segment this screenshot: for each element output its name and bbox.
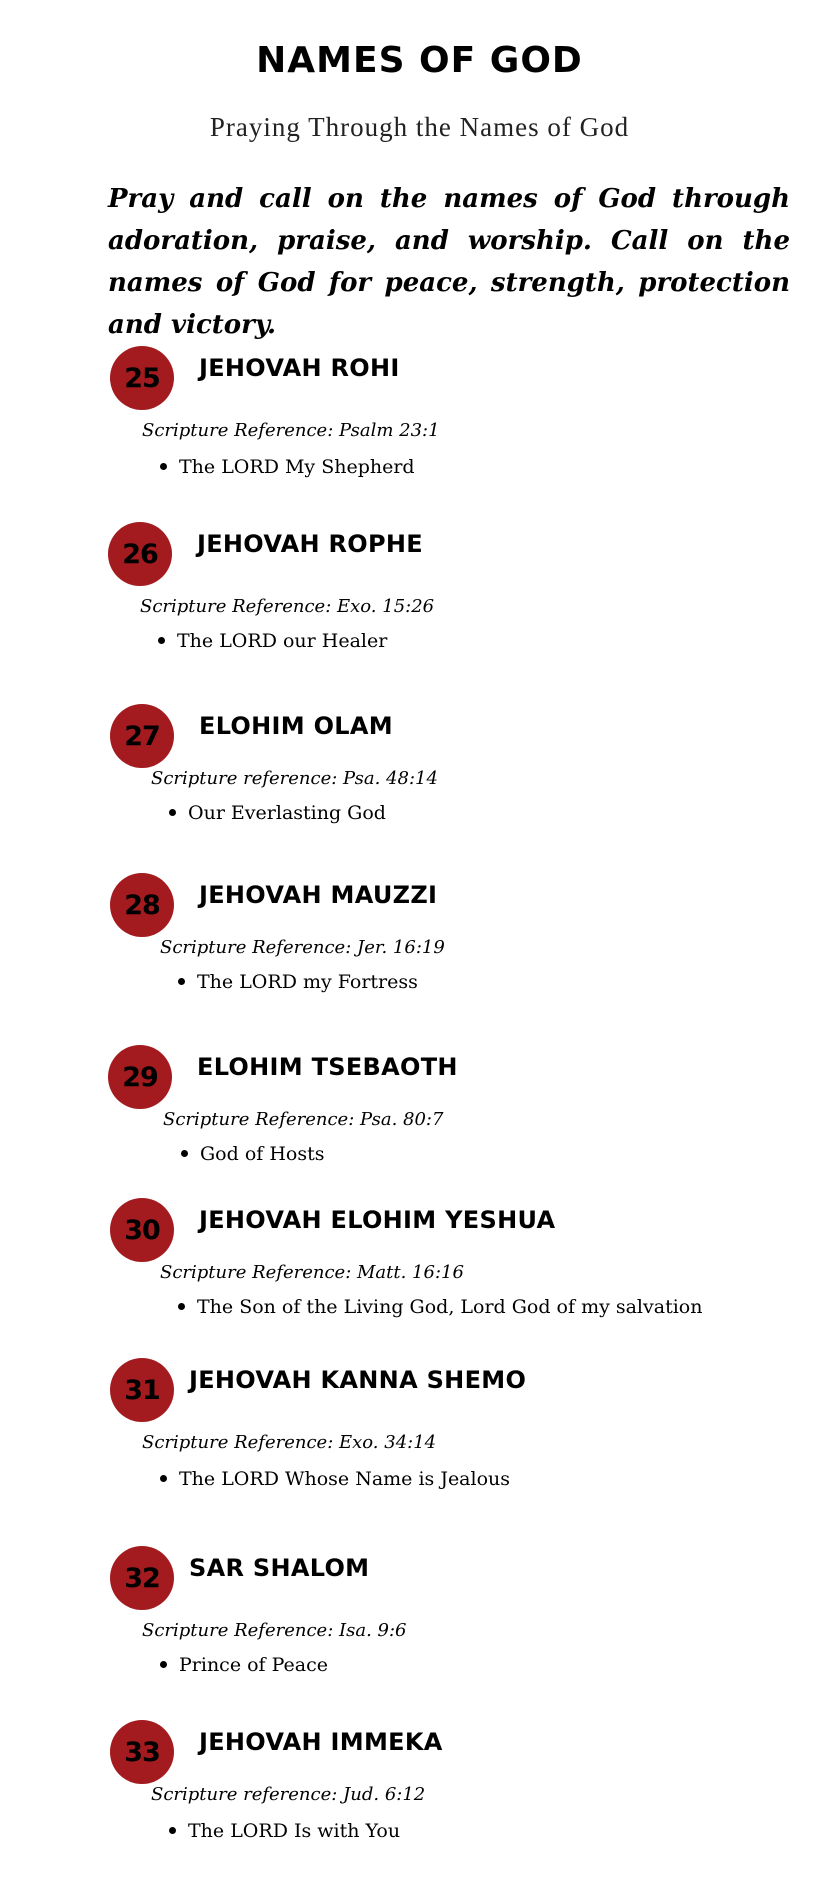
name-entry-26 xyxy=(0,522,839,672)
page-title: NAMES OF GOD xyxy=(256,40,583,81)
meaning-text: The LORD My Shepherd xyxy=(179,456,415,478)
meaning-bullet xyxy=(158,630,387,652)
scripture-reference: Scripture reference: Jud. 6:12 xyxy=(151,1784,426,1805)
scripture-reference: Scripture Reference: Isa. 9:6 xyxy=(142,1620,407,1641)
meaning-text: The LORD Whose Name is Jealous xyxy=(179,1468,511,1490)
meaning-text: God of Hosts xyxy=(200,1143,325,1165)
meaning-text: Prince of Peace xyxy=(179,1654,329,1676)
meaning-bullet xyxy=(178,971,418,993)
name-entry-27 xyxy=(0,704,839,854)
meaning-text: Our Everlasting God xyxy=(188,802,386,824)
bullet-icon xyxy=(160,1661,167,1668)
scripture-reference: Scripture Reference: Jer. 16:19 xyxy=(160,937,445,958)
number-badge: 25 xyxy=(110,346,174,410)
number-badge: 28 xyxy=(110,873,174,937)
meaning-text: The LORD my Fortress xyxy=(197,971,418,993)
meaning-bullet xyxy=(181,1143,324,1165)
name-heading: JEHOVAH ELOHIM YESHUA xyxy=(199,1206,556,1234)
name-entry-29 xyxy=(0,1045,839,1195)
bullet-icon xyxy=(158,637,165,644)
scripture-reference: Scripture Reference: Matt. 16:16 xyxy=(160,1262,464,1283)
scripture-reference: Scripture reference: Psa. 48:14 xyxy=(151,768,438,789)
page-subtitle: Praying Through the Names of God xyxy=(209,112,630,142)
number-badge: 33 xyxy=(110,1720,174,1784)
scripture-reference: Scripture Reference: Exo. 34:14 xyxy=(142,1432,437,1453)
name-heading: SAR SHALOM xyxy=(189,1554,370,1582)
name-heading: JEHOVAH ROHI xyxy=(199,354,400,382)
name-heading: JEHOVAH KANNA SHEMO xyxy=(189,1366,527,1394)
meaning-text: The LORD our Healer xyxy=(177,630,388,652)
scripture-reference: Scripture Reference: Psa. 80:7 xyxy=(163,1109,444,1130)
number-badge: 27 xyxy=(110,704,174,768)
meaning-bullet xyxy=(178,1296,702,1318)
meaning-bullet xyxy=(169,802,386,824)
name-heading: ELOHIM TSEBAOTH xyxy=(197,1053,458,1081)
meaning-bullet xyxy=(169,1820,400,1842)
meaning-bullet xyxy=(160,1468,510,1490)
name-heading: ELOHIM OLAM xyxy=(199,712,393,740)
name-heading: JEHOVAH IMMEKA xyxy=(199,1728,443,1756)
name-heading: JEHOVAH MAUZZI xyxy=(199,881,438,909)
number-badge: 26 xyxy=(108,522,172,586)
name-entry-31 xyxy=(0,1358,839,1508)
meaning-text: The LORD Is with You xyxy=(188,1820,401,1842)
number-badge: 31 xyxy=(110,1358,174,1422)
intro-paragraph: Pray and call on the names of God through adoration, praise, and worship. Call on the names of God for peace, strength, protection and victory. xyxy=(108,184,790,340)
bullet-icon xyxy=(160,463,167,470)
name-heading: JEHOVAH ROPHE xyxy=(197,530,423,558)
number-badge: 30 xyxy=(110,1198,174,1262)
name-entry-30 xyxy=(0,1198,839,1348)
bullet-icon xyxy=(181,1150,188,1157)
meaning-bullet xyxy=(160,456,415,478)
name-entry-25 xyxy=(0,346,839,496)
bullet-icon xyxy=(160,1475,167,1482)
name-entry-32 xyxy=(0,1546,839,1696)
bullet-icon xyxy=(178,1303,185,1310)
number-badge: 32 xyxy=(110,1546,174,1610)
number-badge: 29 xyxy=(108,1045,172,1109)
name-entry-33 xyxy=(0,1720,839,1870)
bullet-icon xyxy=(169,809,176,816)
bullet-icon xyxy=(169,1827,176,1834)
meaning-bullet xyxy=(160,1654,328,1676)
scripture-reference: Scripture Reference: Psalm 23:1 xyxy=(142,420,440,441)
bullet-icon xyxy=(178,978,185,985)
scripture-reference: Scripture Reference: Exo. 15:26 xyxy=(140,596,435,617)
meaning-text: The Son of the Living God, Lord God of my salvation xyxy=(197,1296,703,1318)
name-entry-28 xyxy=(0,873,839,1023)
